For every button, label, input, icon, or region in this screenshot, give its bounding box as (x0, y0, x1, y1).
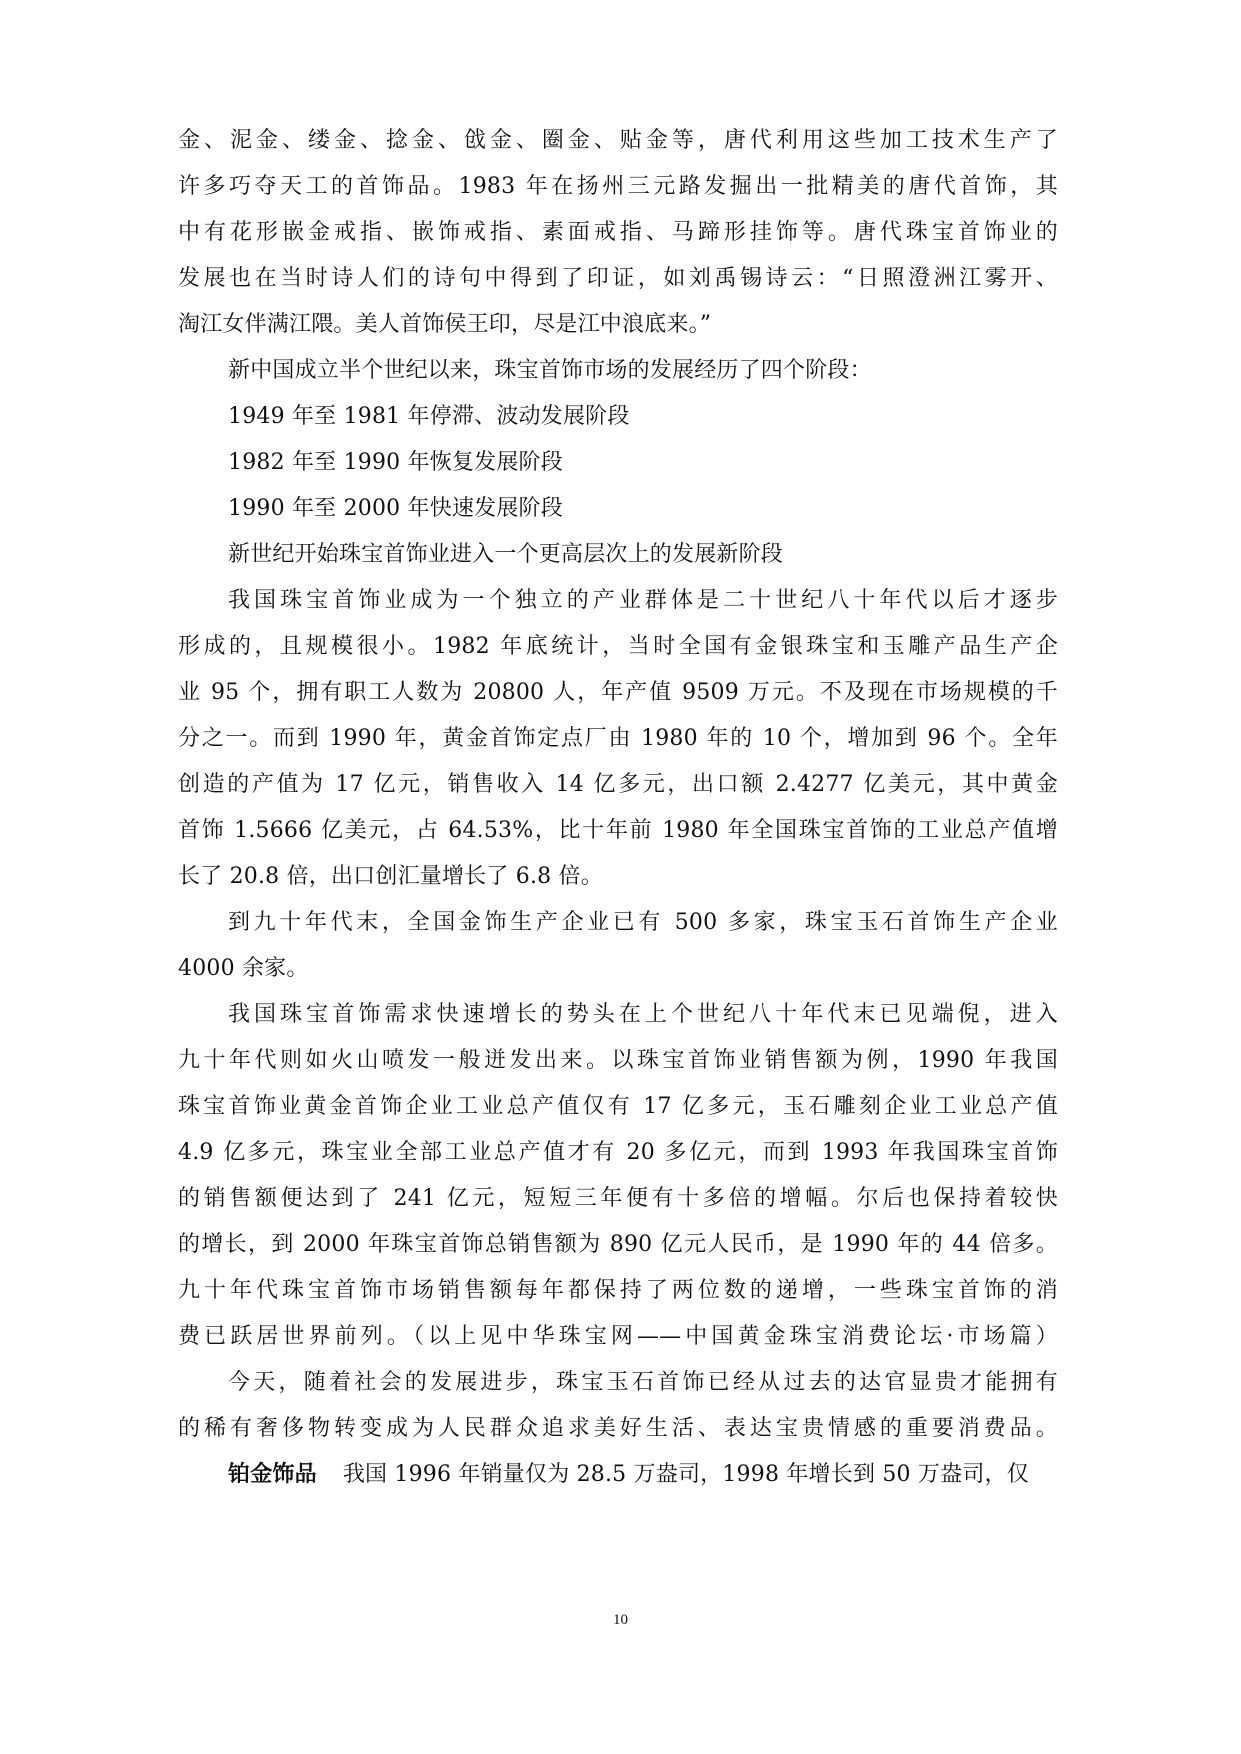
text-line: 形成的，且规模很小。1982 年底统计，当时全国有金银珠宝和玉雕产品生产企 (178, 634, 1058, 659)
paragraph-start: 到九十年代末，全国金饰生产企业已有 500 多家，珠宝玉石首饰生产企业 (228, 910, 1058, 935)
text-line: 发展也在当时诗人们的诗句中得到了印证，如刘禹锡诗云：“日照澄洲江雾开、 (178, 266, 1058, 291)
stage-item: 新世纪开始珠宝首饰业进入一个更高层次上的发展新阶段 (228, 542, 784, 567)
text-line: 的销售额便达到了 241 亿元，短短三年便有十多倍的增幅。尔后也保持着较快 (178, 1186, 1058, 1211)
paragraph-start: 今天，随着社会的发展进步，珠宝玉石首饰已经从过去的达官显贵才能拥有 (228, 1370, 1058, 1395)
text-line: 4.9 亿多元，珠宝业全部工业总产值才有 20 多亿元，而到 1993 年我国珠宝首饰 (178, 1140, 1058, 1165)
text-line: 淘江女伴满江隈。美人首饰侯王印，尽是江中浪底来。” (178, 312, 712, 337)
paragraph-start: 新中国成立半个世纪以来，珠宝首饰市场的发展经历了四个阶段： (228, 358, 872, 383)
text-line: 4000 余家。 (178, 956, 309, 981)
text-line: 长了 20.8 倍，出口创汇量增长了 6.8 倍。 (178, 864, 603, 889)
text-line: 创造的产值为 17 亿元，销售收入 14 亿多元，出口额 2.4277 亿美元，其中黄金 (178, 772, 1058, 797)
text-line: 金、泥金、缕金、捻金、戗金、圈金、贴金等，唐代利用这些加工技术生产了 (178, 128, 1058, 153)
text-line: 九十年代则如火山喷发一般迸发出来。以珠宝首饰业销售额为例，1990 年我国 (178, 1048, 1058, 1073)
text-line: 的增长，到 2000 年珠宝首饰总销售额为 890 亿元人民币，是 1990 年的 44 倍多。 (178, 1232, 1058, 1257)
page-number: 10 (613, 1612, 628, 1628)
paragraph-start: 我国珠宝首饰需求快速增长的势头在上个世纪八十年代末已见端倪，进入 (228, 1002, 1058, 1027)
text-line: 许多巧夺天工的首饰品。1983 年在扬州三元路发掘出一批精美的唐代首饰，其 (178, 174, 1058, 199)
paragraph-start: 我国珠宝首饰业成为一个独立的产业群体是二十世纪八十年代以后才逐步 (228, 588, 1058, 613)
text-line: 分之一。而到 1990 年，黄金首饰定点厂由 1980 年的 10 个，增加到 96 个。全年 (178, 726, 1058, 751)
section-text: 我国 1996 年销量仅为 28.5 万盎司，1998 年增长到 50 万盎司，仅 (342, 1462, 1029, 1487)
text-line: 业 95 个，拥有职工人数为 20800 人，年产值 9509 万元。不及现在市场规模的千 (178, 680, 1058, 705)
text-line: 首饰 1.5666 亿美元，占 64.53%，比十年前 1980 年全国珠宝首饰的工业总产值增 (178, 818, 1058, 843)
section-heading: 铂金饰品 (228, 1462, 317, 1487)
section-line (228, 1460, 1058, 1490)
text-line: 九十年代珠宝首饰市场销售额每年都保持了两位数的递增，一些珠宝首饰的消 (178, 1278, 1058, 1303)
stage-item: 1949 年至 1981 年停滞、波动发展阶段 (228, 404, 630, 429)
stage-item: 1982 年至 1990 年恢复发展阶段 (228, 450, 563, 475)
text-line: 费已跃居世界前列。（以上见中华珠宝网——中国黄金珠宝消费论坛·市场篇） (178, 1324, 1058, 1349)
text-line: 珠宝首饰业黄金首饰企业工业总产值仅有 17 亿多元，玉石雕刻企业工业总产值 (178, 1094, 1058, 1119)
text-line: 中有花形嵌金戒指、嵌饰戒指、素面戒指、马蹄形挂饰等。唐代珠宝首饰业的 (178, 220, 1058, 245)
text-line: 的稀有奢侈物转变成为人民群众追求美好生活、表达宝贵情感的重要消费品。 (178, 1416, 1058, 1441)
stage-item: 1990 年至 2000 年快速发展阶段 (228, 496, 563, 521)
